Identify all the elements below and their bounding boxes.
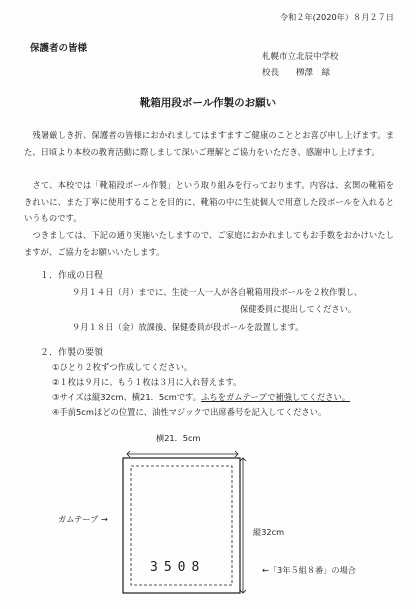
number-example-note: ←「3年５組８番」の場合 bbox=[262, 565, 356, 575]
body-paragraph-2: さて、本校では「靴箱段ボール作製」という取り組みを行っております。内容は、玄関の靴箱をきれいに、また丁寧に使用することを目的に、靴箱の中に生徒個人で用意した段ボールを入れるというものです。 bbox=[24, 180, 394, 223]
requirement-item-4: ④手前5cmほどの位置に、油性マジックで出席番号を記入してください。 bbox=[52, 407, 327, 417]
body-paragraph-1: 残暑厳しき折、保護者の皆様におかれましてはますますご健康のこととお喜び申し上げます。また、日頃より本校の教育活動に際しまして深いご理解とご協力をいただき、感謝申し上げます。 bbox=[24, 130, 394, 157]
school-name: 札幌市立北辰中学校 bbox=[262, 52, 339, 62]
recipient: 保護者の皆様 bbox=[30, 43, 88, 54]
width-label: 横21．5cm bbox=[156, 433, 201, 443]
requirement-item-3-size: ③サイズは縦32cm、横21．5cmです。 bbox=[52, 392, 202, 402]
requirement-item-3 bbox=[52, 391, 350, 403]
height-label: 縦32cm bbox=[253, 527, 285, 537]
requirement-item-3-underlined: ふちをガムテープで補強してください。 bbox=[201, 392, 351, 402]
schedule-line-1: ９月１４日（月）までに、生徒一人一人が各自靴箱用段ボールを２枚作製し、 bbox=[72, 287, 363, 297]
requirements-heading: ２．作製の要領 bbox=[40, 348, 104, 358]
body-paragraph-3: つきましては、下記の通り実施いたしますので、ご家庭におかれましてもお手数をおかけいたしますが、ご協力をお願いいたします。 bbox=[24, 230, 394, 257]
principal-name: 校長 栁澤 緑 bbox=[262, 68, 331, 78]
requirement-item-2: ②１枚は９月に、もう１枚は３月に入れ替えます。 bbox=[52, 377, 242, 387]
schedule-line-2: 保健委員に提出してください。 bbox=[240, 304, 357, 314]
document-title: 靴箱用段ボール作製のお願い bbox=[139, 97, 277, 109]
schedule-heading: １．作成の日程 bbox=[40, 271, 104, 281]
schedule-line-3: ９月１８日（金）放課後、保健委員が段ボールを設置します。 bbox=[72, 322, 304, 332]
document-date: 令和２年(2020年）８月２７日 bbox=[279, 12, 394, 22]
tape-label: ガムテープ → bbox=[58, 514, 108, 524]
attendance-number: 3508 bbox=[150, 560, 206, 575]
requirement-item-1: ①ひとり２枚ずつ作成してください。 bbox=[52, 362, 193, 372]
